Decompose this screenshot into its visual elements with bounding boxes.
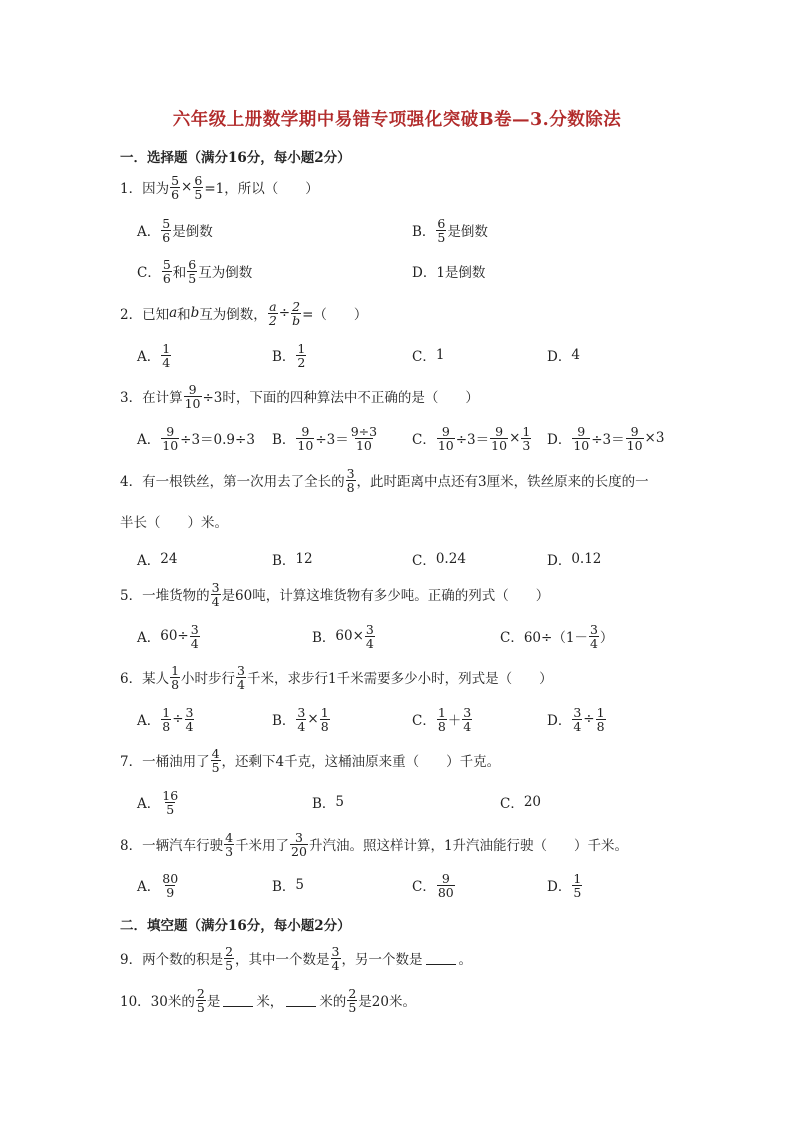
denominator: 8 bbox=[346, 479, 355, 495]
denominator: 4 bbox=[331, 957, 340, 973]
question-3 bbox=[120, 381, 479, 411]
text-segment: B． bbox=[272, 879, 296, 895]
q4-option-a[interactable] bbox=[137, 544, 177, 574]
fraction bbox=[365, 623, 375, 650]
q4-option-c[interactable] bbox=[412, 544, 466, 574]
denominator: 5 bbox=[196, 999, 205, 1015]
text-segment: B． bbox=[272, 553, 296, 569]
numerator: 2 bbox=[196, 985, 205, 1001]
text-segment: C． bbox=[137, 265, 161, 281]
numerator: 9 bbox=[301, 423, 310, 439]
denominator: 10 bbox=[437, 437, 454, 453]
q1-option-b[interactable] bbox=[412, 215, 488, 245]
denominator: 10 bbox=[297, 437, 314, 453]
q2-option-b[interactable] bbox=[272, 340, 307, 370]
text-segment: 千米，求步行1千米需要多少小时，列式是（ ） bbox=[247, 671, 553, 687]
numerator: 1 bbox=[162, 704, 171, 720]
text-segment: ，另一个数是 bbox=[341, 952, 423, 968]
denominator: 9 bbox=[166, 884, 175, 900]
q9-answer-blank[interactable] bbox=[426, 952, 456, 965]
fraction bbox=[331, 945, 341, 972]
question-6 bbox=[120, 662, 553, 692]
text-segment: A． bbox=[137, 224, 161, 240]
numerator: 3 bbox=[365, 621, 374, 637]
numerator: 3 bbox=[463, 704, 472, 720]
fraction bbox=[161, 342, 171, 369]
numerator: 2 bbox=[292, 298, 301, 314]
q2-option-d[interactable] bbox=[547, 340, 580, 370]
fraction bbox=[462, 706, 472, 733]
text-segment: D． bbox=[547, 349, 572, 365]
numerator: 1 bbox=[437, 704, 446, 720]
text-segment: 7．一桶油用了 bbox=[120, 754, 210, 770]
text-segment: 20 bbox=[523, 794, 542, 810]
denominator: 4 bbox=[297, 718, 306, 734]
q7-option-a[interactable] bbox=[137, 787, 180, 817]
numerator: 1 bbox=[297, 340, 306, 356]
fraction bbox=[521, 425, 531, 452]
denominator: 4 bbox=[463, 718, 472, 734]
numerator: 3 bbox=[331, 943, 340, 959]
text-segment: 米， bbox=[256, 994, 284, 1010]
q3-option-b[interactable] bbox=[272, 423, 379, 453]
denominator: 5 bbox=[194, 186, 203, 202]
fraction bbox=[161, 872, 179, 899]
numerator: 1 bbox=[573, 870, 582, 886]
q3-option-c[interactable] bbox=[412, 423, 532, 453]
text-segment: ÷3＝ bbox=[455, 432, 490, 448]
q7-option-c[interactable] bbox=[500, 787, 541, 817]
numerator: 1 bbox=[171, 662, 180, 678]
q6-option-c[interactable] bbox=[412, 704, 473, 734]
text-segment: ÷3＝0.9÷3 bbox=[180, 432, 255, 448]
fraction bbox=[187, 258, 197, 285]
denominator: 4 bbox=[211, 593, 220, 609]
fraction bbox=[193, 174, 203, 201]
fraction bbox=[224, 831, 234, 858]
numerator: 3 bbox=[573, 704, 582, 720]
q7-option-b[interactable] bbox=[312, 787, 344, 817]
text-segment: ÷ bbox=[278, 305, 291, 321]
q1-option-d[interactable] bbox=[412, 256, 485, 286]
numerator: a bbox=[269, 298, 277, 314]
numerator: 1 bbox=[320, 704, 329, 720]
denominator: 6 bbox=[162, 229, 171, 245]
text-segment: C． bbox=[412, 432, 436, 448]
q5-option-c[interactable] bbox=[500, 621, 613, 651]
text-segment: ×3 bbox=[644, 430, 665, 446]
numerator: 6 bbox=[188, 256, 197, 272]
numerator: 3 bbox=[185, 704, 194, 720]
q10-answer-blank-2[interactable] bbox=[286, 994, 316, 1007]
question-5 bbox=[120, 579, 549, 609]
denominator: 4 bbox=[237, 676, 245, 692]
text-segment: 12 bbox=[295, 551, 313, 567]
section-heading-choice: 一．选择题（满分16分，每小题2分） bbox=[120, 150, 351, 166]
fraction bbox=[437, 706, 447, 733]
fraction bbox=[161, 789, 179, 816]
denominator: 8 bbox=[437, 718, 446, 734]
numerator: 1 bbox=[162, 340, 171, 356]
text-segment: A． bbox=[137, 796, 161, 812]
denominator: 2 bbox=[297, 354, 306, 370]
text-segment: ÷3＝ bbox=[315, 432, 349, 448]
text-segment: 10．30米的 bbox=[120, 994, 195, 1010]
denominator: 8 bbox=[171, 676, 180, 692]
text-segment: ，此时距离中点还有3厘米，铁丝原来的长度的一 bbox=[356, 474, 649, 490]
numerator: 5 bbox=[162, 256, 171, 272]
text-segment: 6．某人 bbox=[120, 671, 170, 687]
q5-option-b[interactable] bbox=[312, 621, 376, 651]
fraction bbox=[296, 342, 306, 369]
question-7 bbox=[120, 745, 500, 775]
fraction bbox=[572, 872, 582, 899]
numerator: 3 bbox=[589, 621, 598, 637]
fraction bbox=[184, 383, 202, 410]
text-segment: × bbox=[509, 430, 521, 446]
text-segment: C． bbox=[412, 879, 436, 895]
text-segment: 9．两个数的积是 bbox=[120, 952, 224, 968]
q5-option-a[interactable] bbox=[137, 621, 201, 651]
denominator: 10 bbox=[491, 437, 508, 453]
question-2 bbox=[120, 298, 367, 328]
fraction bbox=[196, 987, 206, 1014]
fraction bbox=[291, 300, 301, 327]
text-segment: 60÷（1－ bbox=[523, 630, 588, 646]
text-segment: A． bbox=[137, 432, 161, 448]
text-segment: 4．有一根铁丝，第一次用去了全长的 bbox=[120, 474, 345, 490]
fraction bbox=[290, 831, 308, 858]
numerator: 9 bbox=[495, 423, 504, 439]
fraction bbox=[161, 217, 171, 244]
text-segment: 半长（ ）米。 bbox=[120, 515, 228, 531]
text-segment: 4 bbox=[571, 347, 580, 363]
text-segment: ，其中一个数是 bbox=[235, 952, 330, 968]
denominator: 5 bbox=[211, 759, 220, 775]
text-segment: C． bbox=[412, 349, 436, 365]
fraction bbox=[320, 706, 330, 733]
denominator: 4 bbox=[589, 635, 598, 651]
numerator: 9 bbox=[441, 423, 450, 439]
text-segment: 5．一堆货物的 bbox=[120, 588, 210, 604]
text-segment: B． bbox=[272, 349, 296, 365]
text-segment: a bbox=[169, 305, 178, 321]
text-segment: B． bbox=[312, 796, 336, 812]
denominator: 5 bbox=[437, 229, 446, 245]
numerator: 3 bbox=[346, 465, 355, 481]
numerator: 4 bbox=[211, 745, 220, 761]
text-segment: D． bbox=[547, 432, 572, 448]
text-segment: A． bbox=[137, 630, 161, 646]
denominator: 10 bbox=[573, 437, 590, 453]
denominator: 10 bbox=[355, 437, 372, 453]
numerator: 16 bbox=[162, 787, 179, 803]
text-segment: 是60吨，计算这堆货物有多少吨。正确的列式（ ） bbox=[221, 588, 550, 604]
text-segment: ÷ bbox=[172, 711, 184, 727]
q6-option-a[interactable] bbox=[137, 704, 195, 734]
text-segment: 60× bbox=[335, 628, 364, 644]
denominator: 10 bbox=[162, 437, 179, 453]
text-segment: D． bbox=[547, 713, 572, 729]
text-segment: × bbox=[307, 711, 319, 727]
numerator: 1 bbox=[522, 423, 531, 439]
fraction bbox=[185, 706, 195, 733]
numerator: 80 bbox=[162, 870, 179, 886]
fraction bbox=[170, 664, 180, 691]
denominator: 8 bbox=[596, 718, 605, 734]
text-segment: =1，所以（ ） bbox=[204, 181, 319, 197]
fraction bbox=[170, 174, 180, 201]
q2-option-a[interactable] bbox=[137, 340, 172, 370]
numerator: 1 bbox=[596, 704, 605, 720]
text-segment: 是20米。 bbox=[358, 994, 416, 1010]
fraction bbox=[490, 425, 508, 452]
q4-option-b[interactable] bbox=[272, 544, 313, 574]
fraction bbox=[572, 706, 582, 733]
text-segment: 和 bbox=[172, 265, 187, 281]
q1-option-c[interactable] bbox=[137, 256, 252, 286]
fraction bbox=[572, 425, 590, 452]
denominator: 2 bbox=[268, 312, 277, 328]
denominator: b bbox=[292, 312, 301, 328]
fraction bbox=[347, 987, 357, 1014]
denominator: 5 bbox=[166, 801, 175, 817]
fraction bbox=[296, 425, 314, 452]
fraction bbox=[161, 425, 179, 452]
q10-answer-blank-1[interactable] bbox=[223, 994, 253, 1007]
q3-option-d[interactable] bbox=[547, 423, 664, 453]
fraction bbox=[437, 872, 455, 899]
denominator: 4 bbox=[162, 354, 171, 370]
text-segment: 2．已知 bbox=[120, 307, 170, 323]
text-segment: D． bbox=[547, 879, 572, 895]
numerator: 9 bbox=[441, 870, 450, 886]
q4-option-d[interactable] bbox=[547, 544, 601, 574]
q2-option-c[interactable] bbox=[412, 340, 444, 370]
text-segment: × bbox=[181, 179, 193, 195]
text-segment: ÷ bbox=[583, 711, 595, 727]
denominator: 10 bbox=[184, 395, 201, 411]
q8-option-c[interactable] bbox=[412, 870, 456, 900]
text-segment: 0.24 bbox=[435, 551, 466, 567]
page-title: 六年级上册数学期中易错专项强化突破B卷—3.分数除法 bbox=[172, 110, 622, 130]
numerator: 3 bbox=[297, 704, 306, 720]
text-segment: ÷3时，下面的四种算法中不正确的是（ ） bbox=[202, 390, 479, 406]
text-segment: 是倒数 bbox=[172, 224, 213, 240]
numerator: 5 bbox=[171, 172, 180, 188]
denominator: 8 bbox=[162, 718, 171, 734]
text-segment: ，还剩下4千克，这桶油原来重（ ）千克。 bbox=[221, 754, 501, 770]
text-segment: B． bbox=[272, 713, 296, 729]
text-segment: 米的 bbox=[319, 994, 347, 1010]
denominator: 10 bbox=[626, 437, 643, 453]
text-segment: C． bbox=[500, 630, 524, 646]
fraction bbox=[437, 425, 455, 452]
text-segment: ） bbox=[599, 630, 614, 646]
text-segment: A． bbox=[137, 553, 161, 569]
q6-option-b[interactable] bbox=[272, 704, 331, 734]
fraction bbox=[589, 623, 599, 650]
text-segment: ÷3＝ bbox=[591, 432, 625, 448]
text-segment: B． bbox=[272, 432, 296, 448]
text-segment: 是倒数 bbox=[447, 224, 488, 240]
q8-option-a[interactable] bbox=[137, 870, 180, 900]
text-segment: 5 bbox=[295, 877, 305, 893]
denominator: 4 bbox=[185, 718, 194, 734]
numerator: 3 bbox=[211, 579, 220, 595]
text-segment: 3．在计算 bbox=[120, 390, 183, 406]
question-1 bbox=[120, 172, 319, 202]
q1-option-a[interactable] bbox=[137, 215, 213, 245]
denominator: 6 bbox=[171, 186, 180, 202]
numerator: 3 bbox=[237, 662, 245, 678]
text-segment: 和 bbox=[177, 307, 191, 323]
numerator: 3 bbox=[190, 621, 199, 637]
text-segment: 千米用了 bbox=[235, 838, 290, 854]
section-heading-fill: 二．填空题（满分16分，每小题2分） bbox=[120, 918, 351, 934]
fraction bbox=[236, 664, 246, 691]
numerator: 9÷3 bbox=[350, 423, 378, 439]
q8-option-d[interactable] bbox=[547, 870, 583, 900]
numerator: 6 bbox=[194, 172, 203, 188]
numerator: 9 bbox=[188, 381, 197, 397]
denominator: 4 bbox=[190, 635, 199, 651]
text-segment: C． bbox=[412, 553, 436, 569]
denominator: 4 bbox=[365, 635, 374, 651]
text-segment: A． bbox=[137, 349, 161, 365]
denominator: 5 bbox=[348, 999, 357, 1015]
fraction bbox=[346, 467, 356, 494]
text-segment: 0.12 bbox=[571, 551, 602, 567]
text-segment: B． bbox=[412, 224, 436, 240]
text-segment: 是 bbox=[206, 994, 221, 1010]
q3-option-a[interactable] bbox=[137, 423, 255, 453]
text-segment: 1是倒数 bbox=[436, 265, 486, 281]
denominator: 6 bbox=[162, 270, 171, 286]
question-4 bbox=[120, 465, 649, 495]
text-segment: D． bbox=[547, 553, 572, 569]
question-8 bbox=[120, 829, 628, 859]
denominator: 5 bbox=[225, 957, 234, 973]
denominator: 20 bbox=[291, 843, 307, 859]
numerator: 9 bbox=[166, 423, 175, 439]
text-segment: 小时步行 bbox=[181, 671, 236, 687]
question-4-line2 bbox=[120, 506, 228, 536]
text-segment: 1．因为 bbox=[120, 181, 170, 197]
q6-option-d[interactable] bbox=[547, 704, 607, 734]
text-segment: D． bbox=[412, 265, 437, 281]
text-segment: 24 bbox=[160, 551, 178, 567]
q8-option-b[interactable] bbox=[272, 870, 304, 900]
numerator: 9 bbox=[630, 423, 639, 439]
fraction bbox=[296, 706, 306, 733]
text-segment: 互为倒数 bbox=[198, 265, 253, 281]
denominator: 3 bbox=[522, 437, 531, 453]
denominator: 5 bbox=[573, 884, 582, 900]
denominator: 5 bbox=[188, 270, 197, 286]
text-segment: 1 bbox=[435, 347, 445, 363]
fraction bbox=[211, 581, 221, 608]
text-segment: A． bbox=[137, 879, 161, 895]
denominator: 8 bbox=[320, 718, 329, 734]
numerator: 5 bbox=[162, 215, 171, 231]
denominator: 80 bbox=[437, 884, 454, 900]
text-segment: =（ ） bbox=[302, 307, 368, 323]
text-segment: B． bbox=[312, 630, 336, 646]
fraction bbox=[211, 747, 221, 774]
denominator: 4 bbox=[573, 718, 582, 734]
text-segment: A． bbox=[137, 713, 161, 729]
numerator: 2 bbox=[348, 985, 357, 1001]
text-segment: C． bbox=[500, 796, 524, 812]
numerator: 4 bbox=[225, 829, 234, 845]
fraction bbox=[190, 623, 200, 650]
text-segment: ＋ bbox=[447, 713, 462, 729]
question-10 bbox=[120, 985, 416, 1015]
fraction bbox=[436, 217, 446, 244]
text-segment: 。 bbox=[458, 952, 472, 968]
text-segment: C． bbox=[412, 713, 436, 729]
numerator: 2 bbox=[225, 943, 234, 959]
text-segment: 互为倒数， bbox=[199, 307, 267, 323]
fraction bbox=[268, 300, 278, 327]
numerator: 6 bbox=[437, 215, 446, 231]
fraction bbox=[224, 945, 234, 972]
fraction bbox=[162, 258, 172, 285]
question-9 bbox=[120, 943, 472, 973]
text-segment: 60÷ bbox=[160, 628, 189, 644]
fraction bbox=[350, 425, 378, 452]
numerator: 3 bbox=[295, 829, 303, 845]
denominator: 3 bbox=[225, 843, 234, 859]
fraction bbox=[596, 706, 606, 733]
text-segment: 升汽油。照这样计算，1升汽油能行驶（ ）千米。 bbox=[308, 838, 629, 854]
numerator: 9 bbox=[577, 423, 586, 439]
text-segment: b bbox=[190, 305, 200, 321]
text-segment: 5 bbox=[335, 794, 345, 810]
fraction bbox=[626, 425, 644, 452]
text-segment: 8．一辆汽车行驶 bbox=[120, 838, 224, 854]
fraction bbox=[161, 706, 171, 733]
